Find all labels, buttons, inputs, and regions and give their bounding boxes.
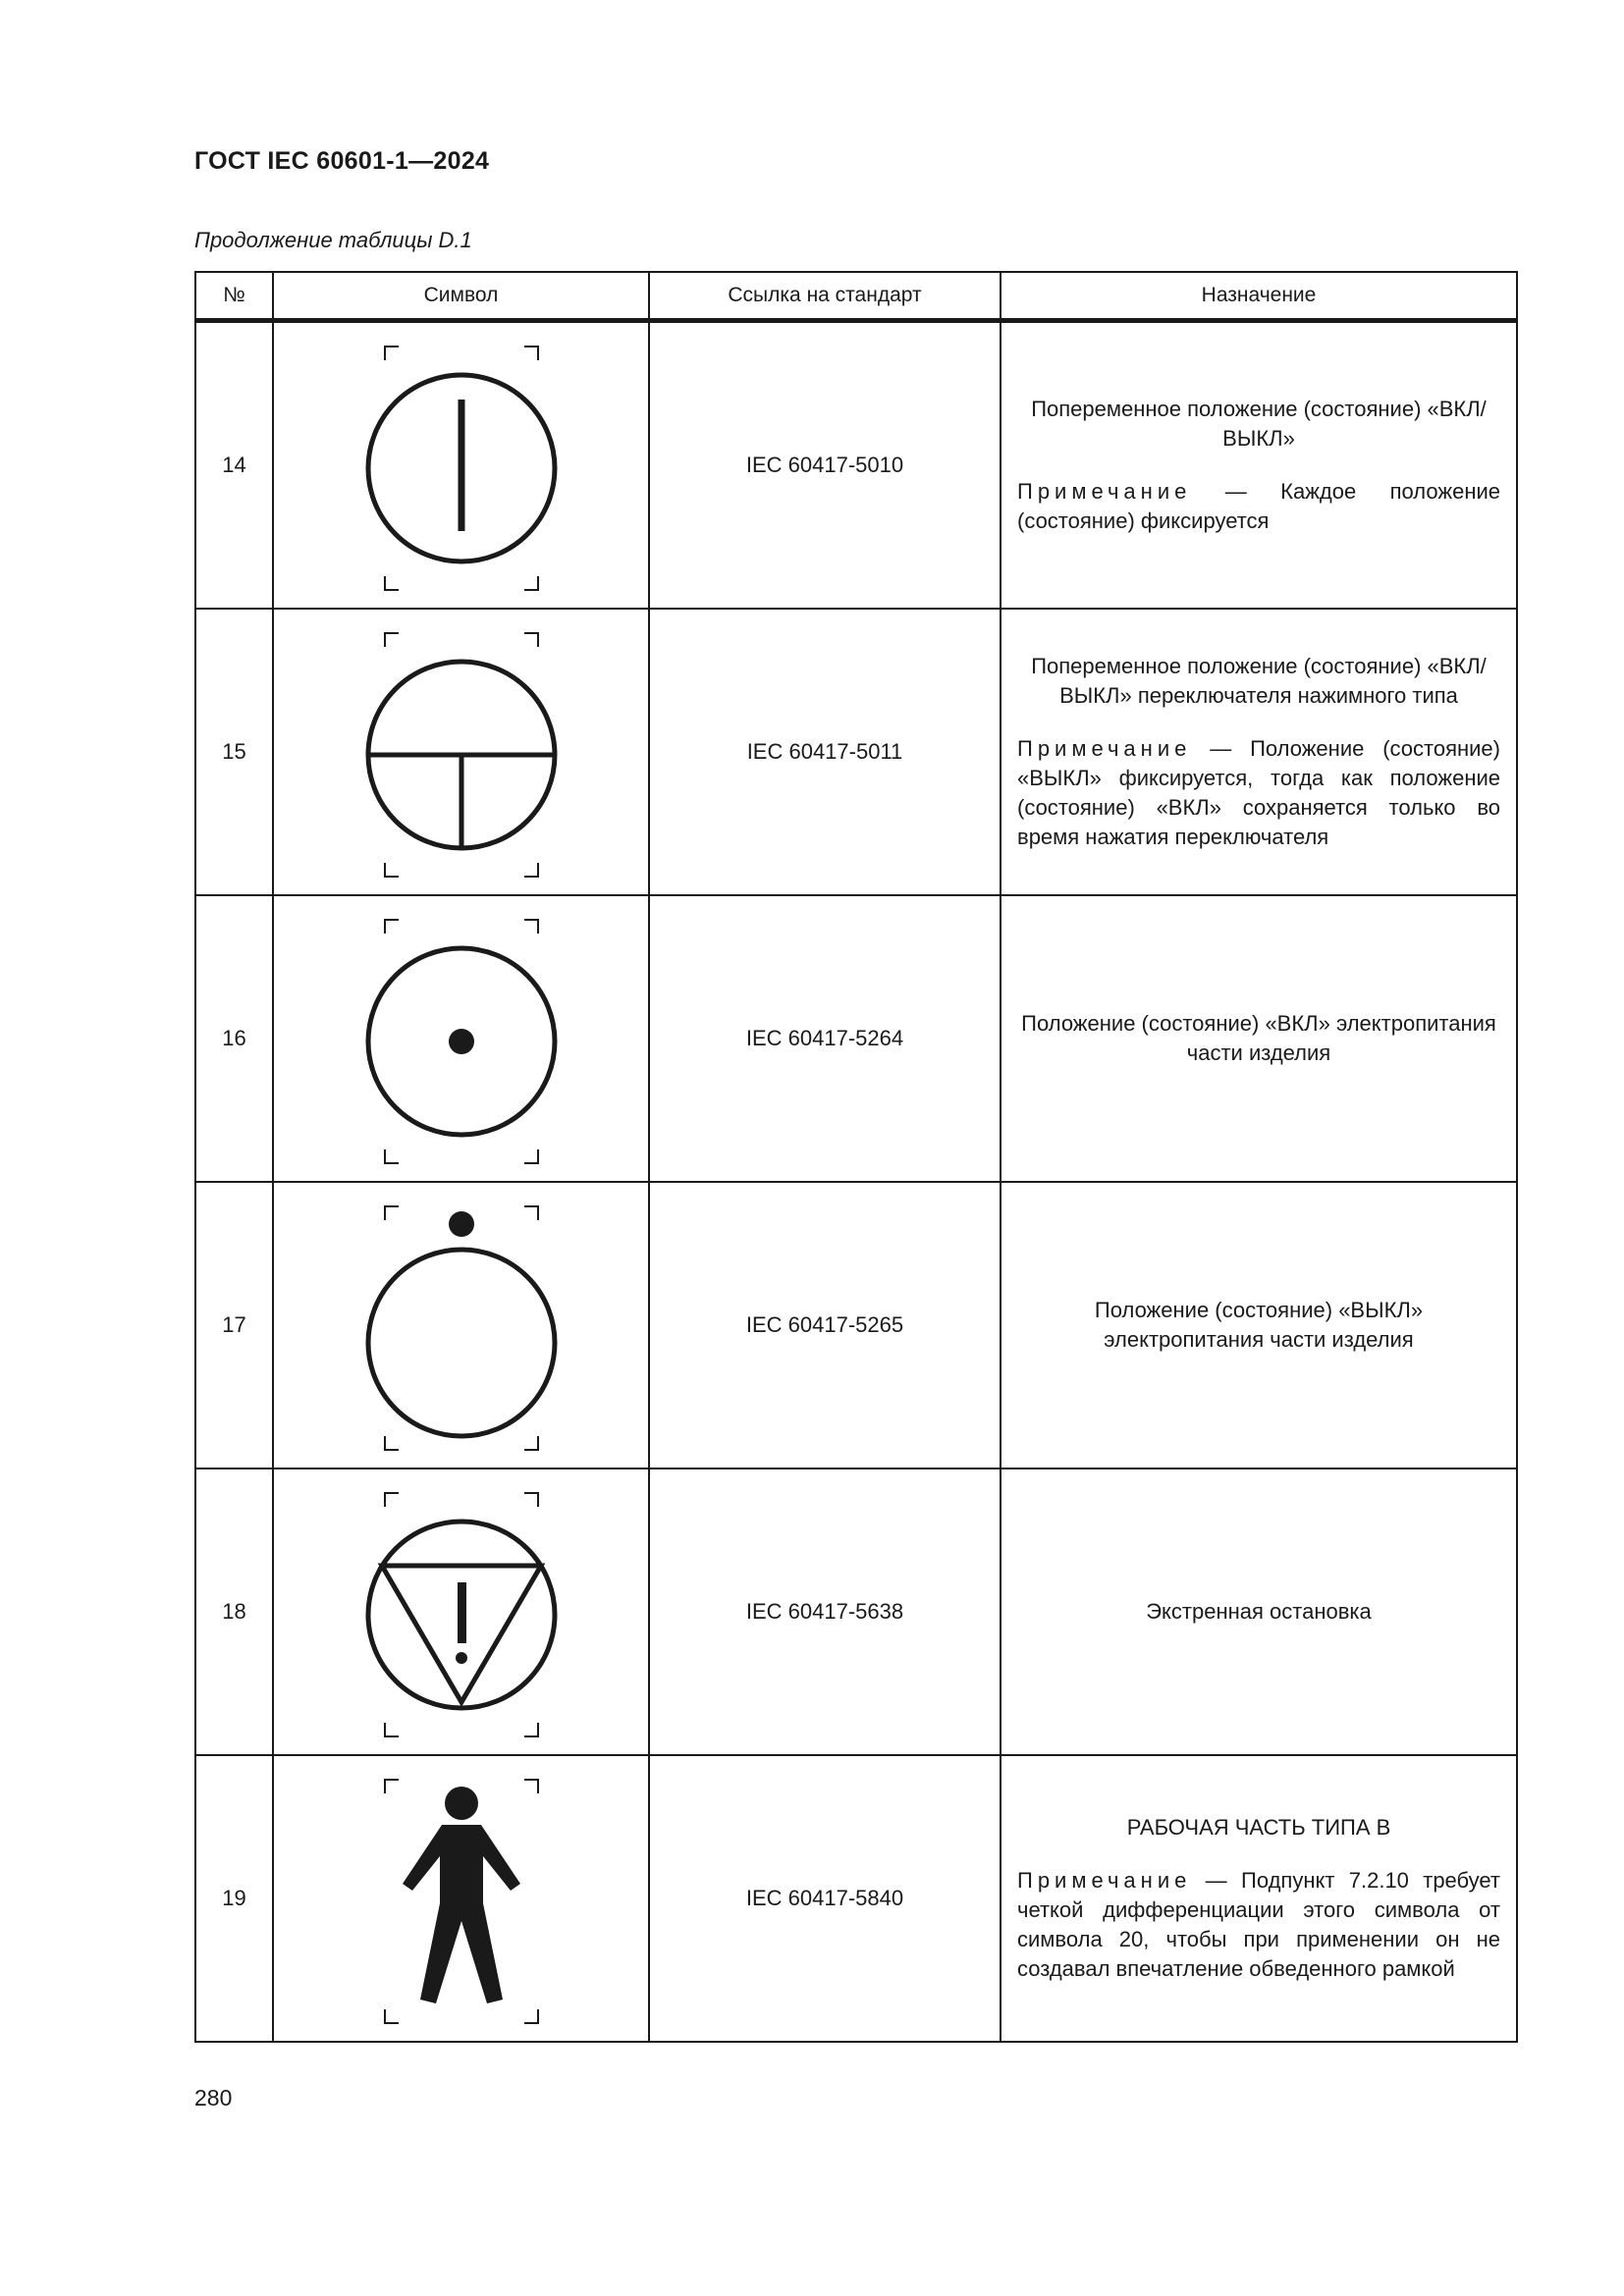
standard-reference: IEC 60417-5011 bbox=[649, 609, 1001, 895]
emergency-stop-icon bbox=[314, 1469, 609, 1754]
standard-reference: IEC 60417-5840 bbox=[649, 1755, 1001, 2042]
note-text: — Подпункт 7.2.10 требует четкой дифференциации этого символа от символа 20, чтобы при применении он не создавал впечатление обведенного рамкой bbox=[1017, 1868, 1500, 1981]
off-part-of-equipment-icon bbox=[314, 1183, 609, 1468]
symbol-cell bbox=[273, 1755, 649, 2042]
purpose-cell bbox=[1001, 609, 1517, 895]
purpose-cell bbox=[1001, 321, 1517, 610]
table-row bbox=[195, 1468, 1517, 1755]
table-header-row bbox=[195, 272, 1517, 321]
column-header-number: № bbox=[195, 272, 273, 321]
row-number: 19 bbox=[195, 1755, 273, 2042]
column-header-purpose: Назначение bbox=[1001, 272, 1517, 321]
note-label: Примечание bbox=[1017, 736, 1192, 761]
row-number: 14 bbox=[195, 321, 273, 610]
purpose-note bbox=[1017, 1866, 1500, 1984]
column-header-reference: Ссылка на стандарт bbox=[649, 272, 1001, 321]
row-number: 16 bbox=[195, 895, 273, 1182]
standard-reference: IEC 60417-5010 bbox=[649, 321, 1001, 610]
document-header: ГОСТ IEC 60601-1—2024 bbox=[194, 147, 490, 175]
symbols-table bbox=[194, 271, 1518, 2043]
purpose-text: Попеременное положение (состояние) «ВКЛ/ВЫКЛ» bbox=[1031, 397, 1487, 451]
row-number: 17 bbox=[195, 1182, 273, 1468]
purpose-cell bbox=[1001, 1468, 1517, 1755]
on-part-of-equipment-icon bbox=[314, 896, 609, 1181]
table-row bbox=[195, 609, 1517, 895]
purpose-cell bbox=[1001, 895, 1517, 1182]
symbol-cell bbox=[273, 321, 649, 610]
purpose-text: Положение (состояние) «ВЫКЛ» электропитания части изделия bbox=[1094, 1298, 1424, 1352]
row-number: 18 bbox=[195, 1468, 273, 1755]
table-row bbox=[195, 1182, 1517, 1468]
type-b-applied-part-icon bbox=[314, 1756, 609, 2041]
purpose-text: Попеременное положение (состояние) «ВКЛ/ВЫКЛ» переключателя нажимного типа bbox=[1031, 654, 1487, 708]
symbol-cell bbox=[273, 895, 649, 1182]
purpose-text: РАБОЧАЯ ЧАСТЬ ТИПА В bbox=[1126, 1815, 1391, 1840]
standard-reference: IEC 60417-5265 bbox=[649, 1182, 1001, 1468]
symbol-cell bbox=[273, 1468, 649, 1755]
purpose-note bbox=[1017, 477, 1500, 536]
purpose-cell bbox=[1001, 1755, 1517, 2042]
symbol-cell bbox=[273, 609, 649, 895]
column-header-symbol: Символ bbox=[273, 272, 649, 321]
table-row bbox=[195, 321, 1517, 610]
note-label: Примечание bbox=[1017, 479, 1192, 504]
note-label: Примечание bbox=[1017, 1868, 1192, 1893]
note-text: — Положение (состояние) «ВЫКЛ» фиксируется, тогда как положение (состояние) «ВКЛ» сохраняется только во время нажатия переключателя bbox=[1017, 736, 1500, 849]
on-off-alternating-icon bbox=[314, 323, 609, 608]
table-caption: Продолжение таблицы D.1 bbox=[194, 228, 472, 252]
purpose-text: Экстренная остановка bbox=[1146, 1599, 1372, 1624]
push-on-push-off-icon bbox=[314, 610, 609, 894]
table-row bbox=[195, 895, 1517, 1182]
note-text: — Каждое положение (состояние) фиксируется bbox=[1017, 479, 1500, 533]
purpose-cell bbox=[1001, 1182, 1517, 1468]
standard-reference: IEC 60417-5264 bbox=[649, 895, 1001, 1182]
row-number: 15 bbox=[195, 609, 273, 895]
symbol-cell bbox=[273, 1182, 649, 1468]
table-row bbox=[195, 1755, 1517, 2042]
purpose-text: Положение (состояние) «ВКЛ» электропитания части изделия bbox=[1021, 1011, 1496, 1065]
standard-reference: IEC 60417-5638 bbox=[649, 1468, 1001, 1755]
page-number: 280 bbox=[194, 2085, 233, 2110]
purpose-note bbox=[1017, 734, 1500, 852]
